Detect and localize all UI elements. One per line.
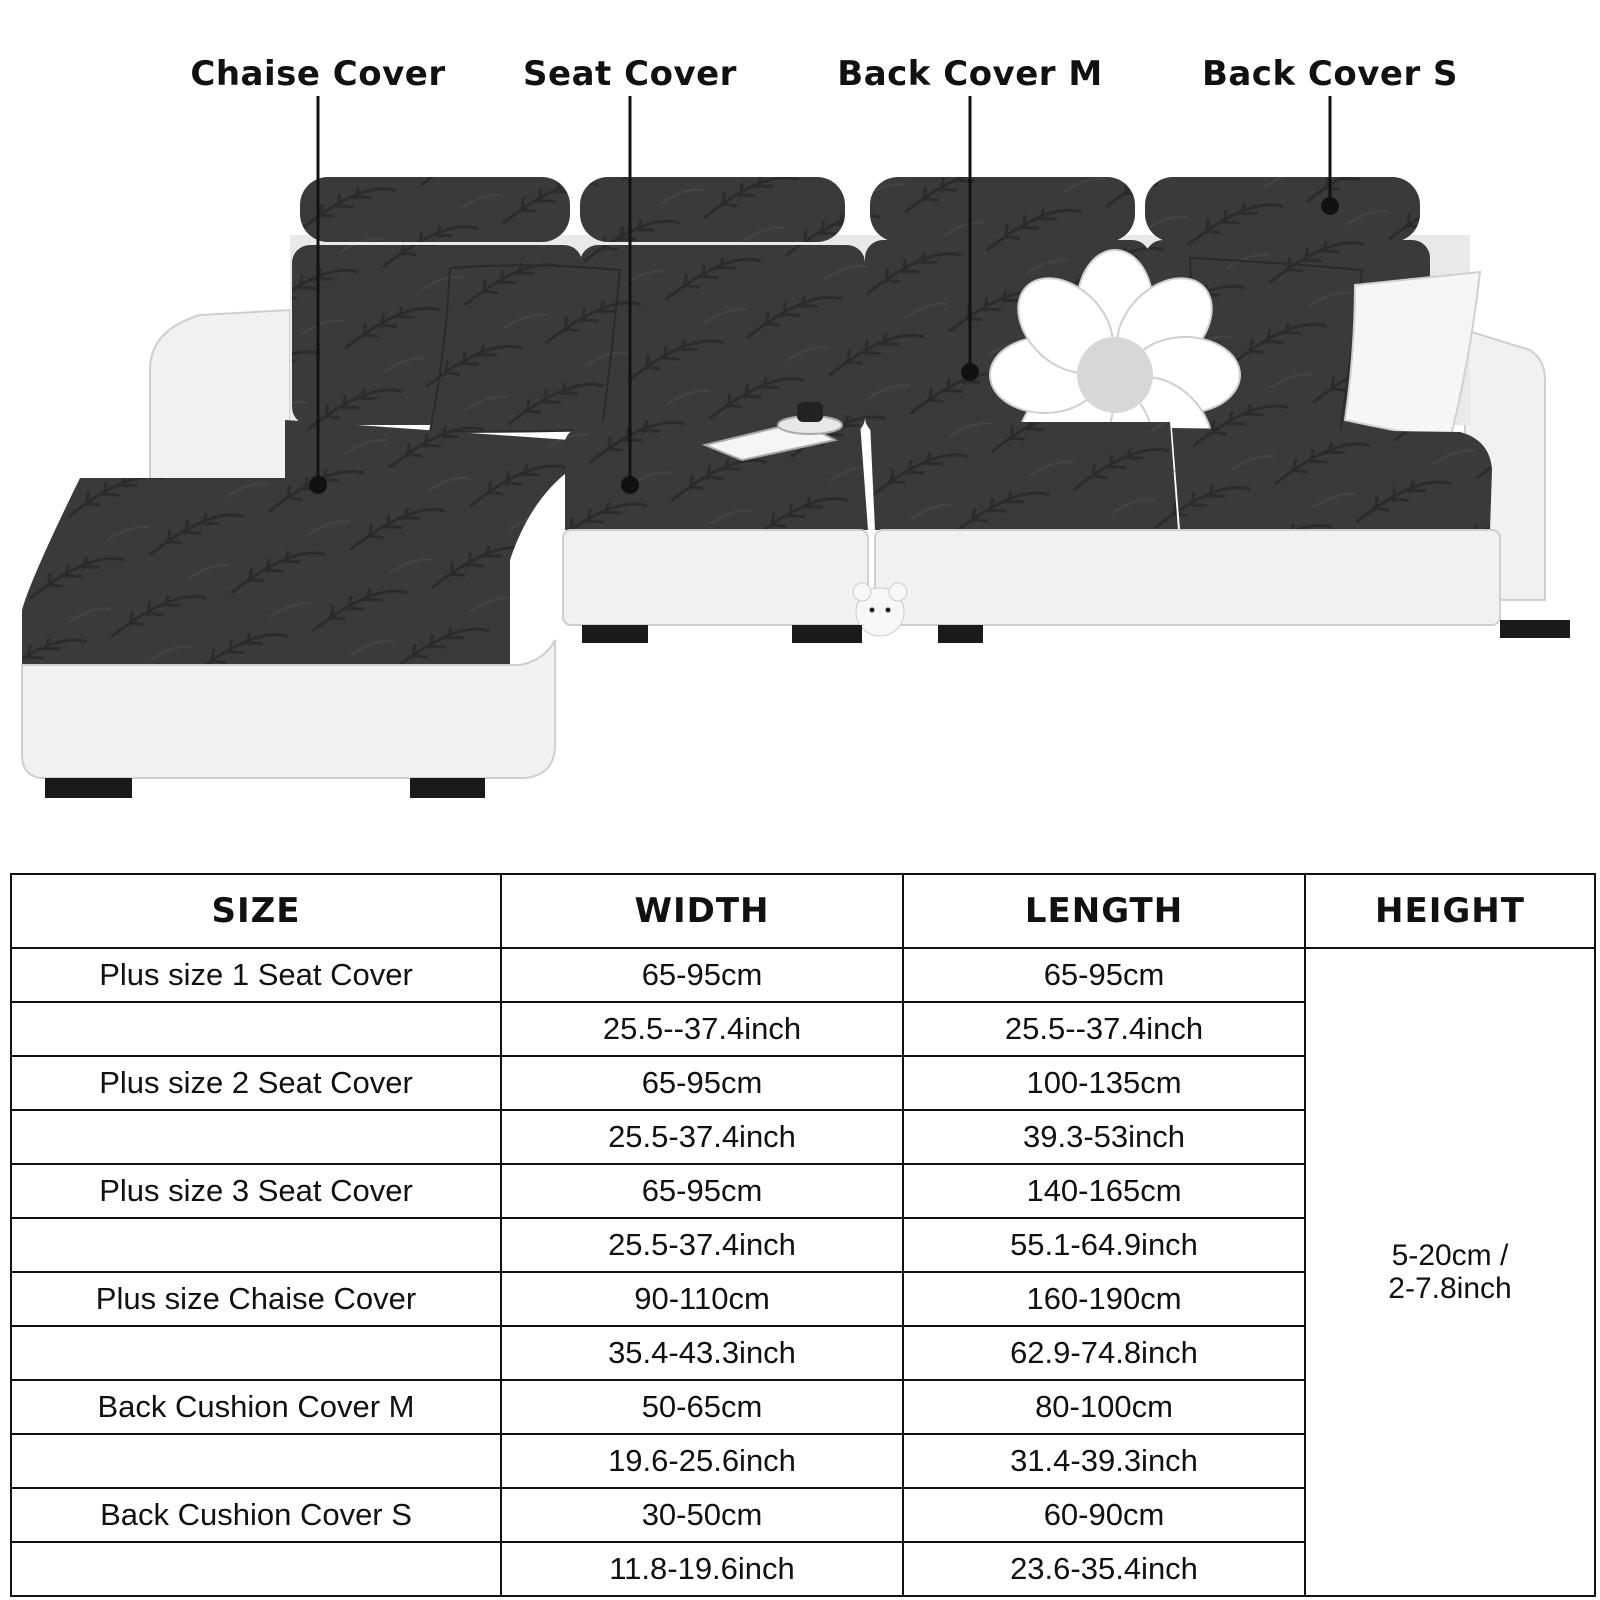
size-cell [11,1218,501,1272]
length-cell: 65-95cm [903,948,1305,1002]
callout-label-back-cover-s: Back Cover S [1201,54,1459,94]
width-cell: 30-50cm [501,1488,903,1542]
header-size: SIZE [11,874,501,948]
table-row [11,948,1595,1002]
headrests [300,177,1420,242]
size-cell [11,1542,501,1596]
callout-label-back-cover-m: Back Cover M [837,54,1103,94]
size-cell [11,1326,501,1380]
width-cell: 25.5--37.4inch [501,1002,903,1056]
size-table [10,873,1596,1597]
width-cell: 90-110cm [501,1272,903,1326]
width-cell: 65-95cm [501,1056,903,1110]
length-cell: 39.3-53inch [903,1110,1305,1164]
header-length: LENGTH [903,874,1305,948]
size-cell: Plus size Chaise Cover [11,1272,501,1326]
size-cell [11,1434,501,1488]
size-cell: Plus size 2 Seat Cover [11,1056,501,1110]
width-cell: 19.6-25.6inch [501,1434,903,1488]
seat-bases [563,530,1500,625]
header-width: WIDTH [501,874,903,948]
size-cell: Back Cushion Cover M [11,1380,501,1434]
length-cell: 25.5--37.4inch [903,1002,1305,1056]
header-height: HEIGHT [1305,874,1595,948]
size-cell: Plus size 3 Seat Cover [11,1164,501,1218]
size-cell: Back Cushion Cover S [11,1488,501,1542]
table-header-row [11,874,1595,948]
width-cell: 65-95cm [501,1164,903,1218]
length-cell: 31.4-39.3inch [903,1434,1305,1488]
length-cell: 55.1-64.9inch [903,1218,1305,1272]
length-cell: 100-135cm [903,1056,1305,1110]
height-cell [1305,948,1595,1596]
width-cell: 65-95cm [501,948,903,1002]
size-cell: Plus size 1 Seat Cover [11,948,501,1002]
length-cell: 160-190cm [903,1272,1305,1326]
width-cell: 35.4-43.3inch [501,1326,903,1380]
height-value-cm: 5-20cm / [1391,1239,1509,1272]
width-cell: 11.8-19.6inch [501,1542,903,1596]
callout-label-chaise-cover: Chaise Cover [190,54,446,94]
size-cell [11,1002,501,1056]
width-cell: 50-65cm [501,1380,903,1434]
size-cell [11,1110,501,1164]
length-cell: 23.6-35.4inch [903,1542,1305,1596]
callout-label-seat-cover: Seat Cover [523,54,737,94]
length-cell: 62.9-74.8inch [903,1326,1305,1380]
height-value-inch: 2-7.8inch [1388,1272,1512,1305]
length-cell: 60-90cm [903,1488,1305,1542]
chaise [22,420,570,778]
width-cell: 25.5-37.4inch [501,1110,903,1164]
width-cell: 25.5-37.4inch [501,1218,903,1272]
length-cell: 140-165cm [903,1164,1305,1218]
seat-cushions [565,422,1492,530]
length-cell: 80-100cm [903,1380,1305,1434]
